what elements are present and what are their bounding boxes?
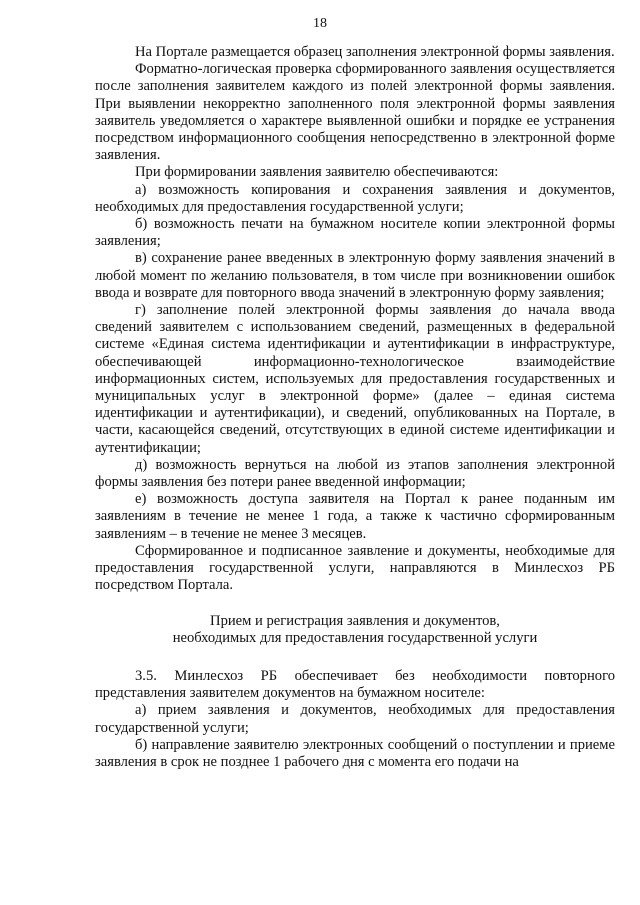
list-item-a: а) возможность копирования и сохранения заявления и документов, необходимых для предоставления государственной услуги; bbox=[95, 181, 615, 215]
paragraph-provided-list-intro: При формировании заявления заявителю обеспечиваются: bbox=[135, 164, 499, 181]
section-heading-line-2: необходимых для предоставления государственной услуги bbox=[172, 629, 538, 646]
paragraph-portal-sample: На Портале размещается образец заполнения электронной формы заявления. bbox=[135, 44, 615, 60]
list-item-v: в) сохранение ранее введенных в электронную форму заявления значений в любой момент по желанию пользователя, в том числе при возникновении ошибок ввода и возврате для повторного ввода значений в электронную форму заявления; bbox=[95, 250, 615, 301]
section-heading-line-1: Прием и регистрация заявления и документов, bbox=[210, 612, 500, 629]
page-number: 18 bbox=[313, 16, 327, 31]
section-heading bbox=[95, 613, 615, 647]
paragraph-3-5: 3.5. Минлесхоз РБ обеспечивает без необходимости повторного представления заявителем документов на бумажном носителе: bbox=[95, 667, 615, 702]
list-item-e: е) возможность доступа заявителя на Портал к ранее поданным им заявлениям в течение не менее 1 года, а также к частично сформированным заявлениям – в течение не менее 3 месяцев. bbox=[95, 491, 615, 542]
list-item-a-reception: а) прием заявления и документов, необходимых для предоставления государственной услуги; bbox=[95, 702, 615, 736]
paragraph-format-check: Форматно-логическая проверка сформированного заявления осуществляется после заполнения заявителем каждого из полей электронной формы заявления. При выявлении некорректно заполненного поля электронной формы заявления заявитель уведомляется о характере выявленной ошибки и порядке ее устранения посредством информационного сообщения непосредственно в электронной форме заявления. bbox=[95, 61, 615, 164]
list-item-d: д) возможность вернуться на любой из этапов заполнения электронной формы заявления без потери ранее введенной информации; bbox=[95, 456, 615, 491]
paragraph-sent-via-portal: Сформированное и подписанное заявление и документы, необходимые для предоставления государственной услуги, направляются в Минлесхоз РБ посредством Портала. bbox=[95, 542, 615, 594]
list-item-b: б) возможность печати на бумажном носителе копии электронной формы заявления; bbox=[95, 216, 615, 250]
document-body bbox=[95, 44, 615, 771]
list-item-g: г) заполнение полей электронной формы заявления до начала ввода сведений заявителем с использованием сведений, размещенных в федеральной системе «Единая система идентификации и аутентификации в инфраструктуре, обеспечивающей информационно-технологическое взаимодействие информационных систем, используемых для предоставления государственных и муниципальных услуг в электронной форме» (далее – единая система идентификации и аутентификации), и сведений, опубликованных на Портале, в части, касающейся сведений, отсутствующих в единой системе идентификации и аутентификации; bbox=[95, 302, 615, 456]
list-item-b-notification: б) направление заявителю электронных сообщений о поступлении и приеме заявления в срок не позднее 1 рабочего дня с момента его подачи на bbox=[95, 736, 615, 770]
